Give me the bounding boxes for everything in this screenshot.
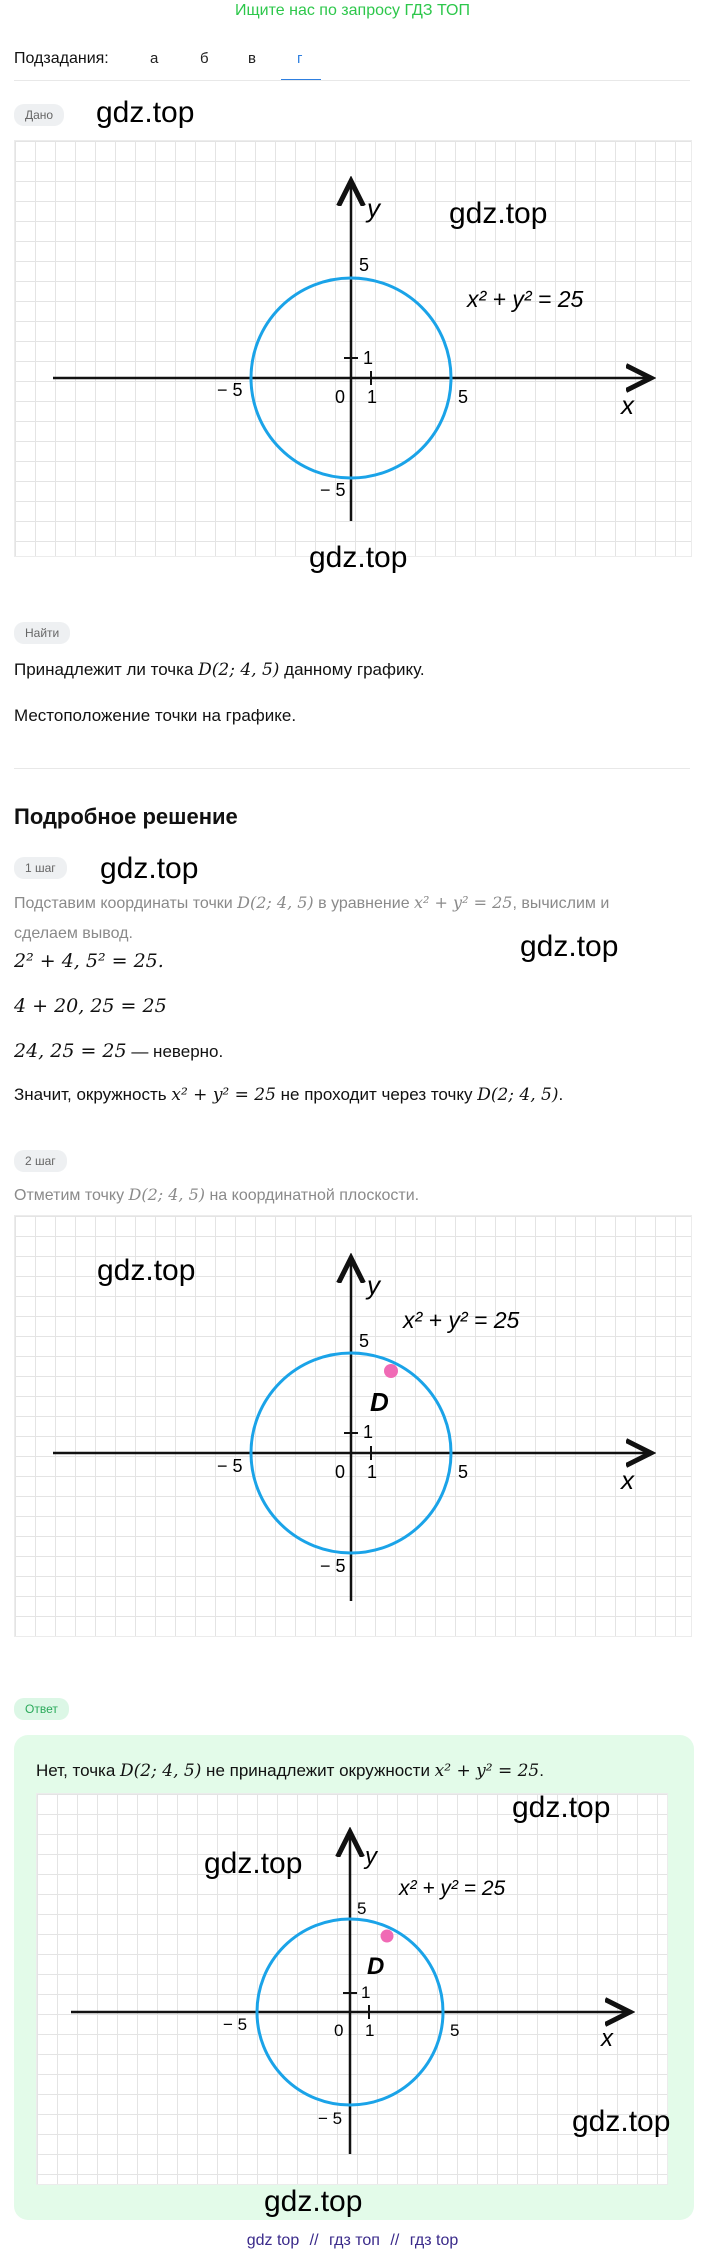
footer-links [0,2232,705,2250]
solution-title: Подробное решение [14,804,238,829]
point-d-marker [381,1930,394,1943]
y-axis-label: y [365,1843,377,1870]
tab-v[interactable]: в [248,50,256,67]
step2-intro-text: Отметим точку [14,1187,129,1204]
y-axis-label: y [367,1270,380,1300]
equation-line-3-math: 24, 25 = 25 [14,1040,127,1062]
divider [14,80,690,81]
find-question [14,660,425,680]
equation-line-1: 2² + 4, 5² = 25. [14,950,164,972]
tab-a[interactable]: а [150,50,159,67]
conclusion-text-mid: не проходит через точку [275,1085,478,1104]
step1-intro [14,888,674,949]
step2-intro [14,1180,419,1211]
given-badge: Дано [14,104,64,126]
point-notation: D(2; 4, 5) [198,660,280,680]
step1-intro-text: Подставим координаты точки [14,895,238,912]
watermark: gdz.top [264,2185,363,2218]
answer-text-mid: не принадлежит окружности [201,1761,435,1780]
origin-label: 0 [335,387,346,407]
point-d-marker [384,1364,398,1378]
tick-label-5-y: 5 [359,1331,370,1351]
tick-label-5-y: 5 [357,1899,367,1918]
point-notation: D(2; 4, 5) [237,893,314,912]
y-axis-label: y [367,193,380,223]
tick-label-neg5-y: − 5 [320,1556,346,1576]
given-graph [14,140,692,574]
equation-label: x² + y² = 25 [403,1307,520,1333]
given-graph-svg [15,141,691,556]
step1-intro-text-mid: в уравнение [313,895,415,912]
tick-label-1-x: 1 [367,387,378,407]
tick-label-neg5-y: − 5 [320,480,346,500]
tick-label-1-y: 1 [361,1983,371,2002]
tick-label-5-x: 5 [458,387,469,407]
find-question-text: Принадлежит ли точка [14,660,199,679]
step2-graph [14,1215,692,1637]
subtasks-label: Подзадания: [14,50,109,67]
tick-label-1-x: 1 [367,1462,378,1482]
tick-label-5-x: 5 [450,2021,460,2040]
divider [14,768,690,769]
tick-label-1-x: 1 [365,2021,375,2040]
conclusion-text-end: . [558,1085,564,1104]
watermark: gdz.top [512,1791,611,1824]
find-location: Местоположение точки на графике. [14,706,297,725]
equation-notation: x² + y² = 25 [414,893,513,912]
origin-label: 0 [334,2021,344,2040]
tab-g[interactable]: г [297,50,303,67]
tick-label-5-x: 5 [458,1462,469,1482]
watermark: gdz.top [96,96,195,129]
answer-text-start: Нет, точка [36,1761,121,1780]
tick-label-neg5-y: − 5 [318,2109,343,2128]
tick-label-neg5-x: − 5 [223,2015,248,2034]
tick-label-5-y: 5 [359,255,370,275]
equation-notation: x² + y² = 25 [171,1085,276,1105]
watermark: gdz.top [97,1254,196,1287]
x-axis-label: x [601,2025,613,2052]
answer-box [14,1735,694,2220]
watermark: gdz.top [309,541,408,574]
point-d-label: D [370,1387,389,1417]
tick-label-1-y: 1 [363,348,374,368]
step1-conclusion [14,1085,563,1105]
x-axis-label: x [621,390,634,420]
answer-text-end: . [539,1761,544,1780]
x-axis-label: x [621,1465,634,1495]
equation-line-3 [14,1040,223,1062]
equation-line-3-text: — неверно. [126,1042,224,1061]
answer-text [36,1761,544,1781]
footer-separator: // [309,2232,319,2249]
tick-label-neg5-x: − 5 [217,1456,243,1476]
step1-badge: 1 шаг [14,857,67,879]
footer-link-gdz-top-ru[interactable]: гдз топ [329,2232,380,2249]
step1-intro-text-end: , вычислим и [512,895,610,912]
point-notation: D(2; 4, 5) [128,1185,206,1204]
equation-label: x² + y² = 25 [399,1877,506,1900]
watermark: gdz.top [572,2105,671,2138]
step2-intro-text-end: на координатной плоскости. [205,1187,420,1204]
find-badge: Найти [14,622,70,644]
search-banner: Ищите нас по запросу ГДЗ ТОП [235,2,470,19]
conclusion-text: Значит, окружность [14,1085,172,1104]
point-d-label: D [367,1953,385,1980]
step1-intro-line2: сделаем вывод. [14,925,133,942]
step2-badge: 2 шаг [14,1150,67,1172]
watermark: gdz.top [449,197,548,230]
equation-label: x² + y² = 25 [467,286,584,312]
watermark: gdz.top [204,1847,303,1880]
watermark: gdz.top [520,930,619,963]
origin-label: 0 [335,1462,346,1482]
tab-b[interactable]: б [200,50,209,67]
point-notation: D(2; 4, 5) [120,1761,202,1781]
watermark: gdz.top [100,852,199,885]
tick-label-neg5-x: − 5 [217,380,243,400]
find-question-text-end: данному графику. [279,660,425,679]
answer-badge: Ответ [14,1698,69,1720]
tick-label-1-y: 1 [363,1422,374,1442]
point-notation: D(2; 4, 5) [477,1085,559,1105]
footer-separator: // [390,2232,400,2249]
footer-link-gdz-top-mixed[interactable]: гдз top [409,2232,459,2249]
equation-line-2: 4 + 20, 25 = 25 [14,995,167,1017]
equation-notation: x² + y² = 25 [434,1761,540,1781]
footer-link-gdz-top[interactable]: gdz top [246,2232,300,2249]
